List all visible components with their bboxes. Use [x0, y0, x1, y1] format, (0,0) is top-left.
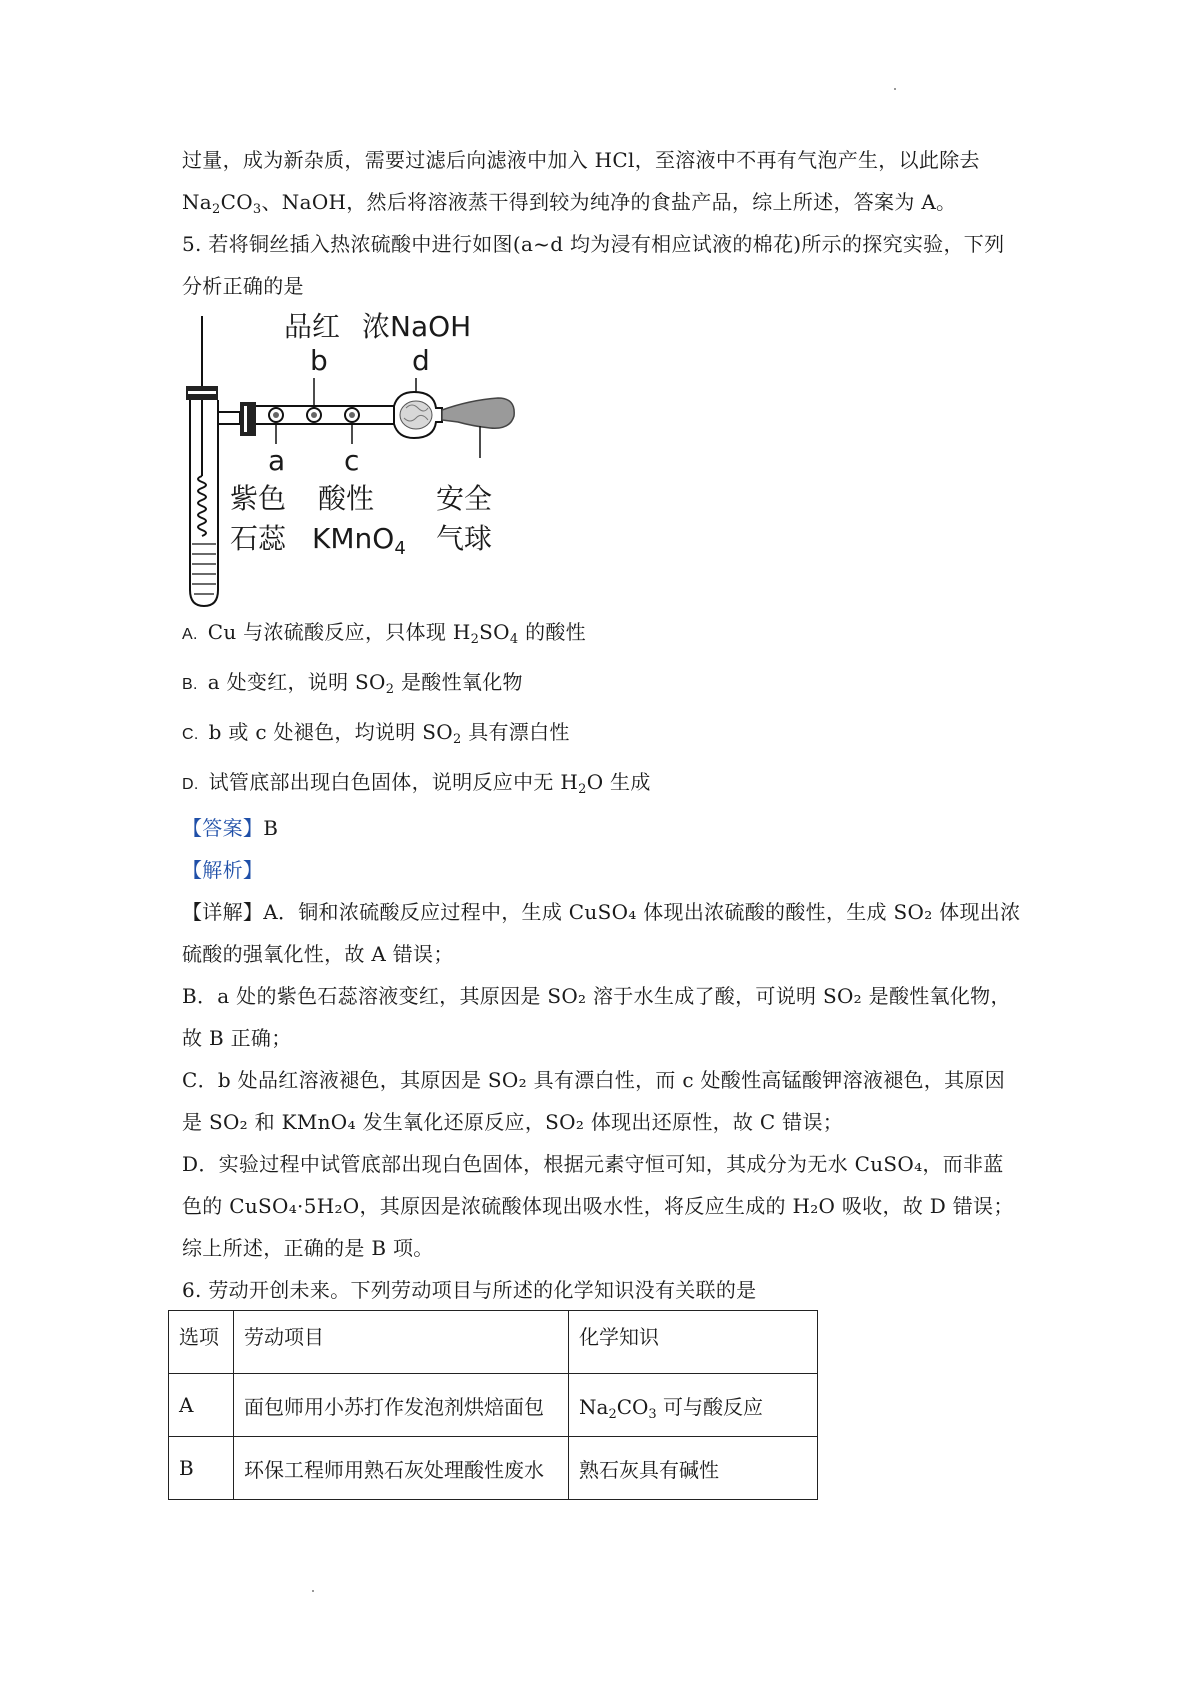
label-a-name-1: 紫色 — [230, 482, 287, 515]
safety-balloon — [442, 398, 514, 428]
detail-p5: 综上所述，正确的是 B 项。 — [182, 1236, 434, 1260]
detail-p3-l1: C．b 处品红溶液褪色，其原因是 SO₂ 具有漂白性，而 c 处酸性高锰酸钾溶液褪色，其原因 — [182, 1068, 1006, 1092]
option-b: B. a 处变红，说明 $SO_2$ 是酸性氧化物 — [182, 670, 523, 697]
detail-p3-l2: 是 SO₂ 和 KMnO₄ 发生氧化还原反应，SO₂ 体现出还原性，故 C 错误； — [182, 1110, 844, 1134]
detail-p4-l2: 色的 CuSO₄·5H₂O，其原因是浓硫酸体现出吸水性，将反应生成的 H₂O 吸收，故 D 错误； — [182, 1194, 1014, 1218]
detail-p1-l2: 硫酸的强氧化性，故 A 错误； — [182, 942, 454, 966]
label-balloon-1: 安全 — [436, 482, 493, 515]
answer-line — [182, 814, 278, 842]
q5-stem-line-1: 5. 若将铜丝插入热浓硫酸中进行如图(a~d 均为浸有相应试液的棉花)所示的探究实验，下列 — [182, 232, 1005, 256]
row-a-knowledge: $Na_2CO_3$ 可与酸反应 — [569, 1374, 818, 1437]
label-d-name: 浓NaOH — [362, 310, 472, 343]
detail-p2-l1: B．a 处的紫色石蕊溶液变红，其原因是 SO₂ 溶于水生成了酸，可说明 SO₂ 是酸性氧化物， — [182, 984, 1011, 1008]
label-b: b — [310, 344, 328, 377]
detail-p1-l1: 【详解】A．铜和浓硫酸反应过程中，生成 CuSO₄ 体现出浓硫酸的酸性，生成 SO₂ 体现出浓 — [182, 900, 1021, 924]
apparatus-diagram — [180, 308, 540, 608]
intro-line-1: 过量，成为新杂质，需要过滤后向滤液中加入 HCl，至溶液中不再有气泡产生，以此除去 — [182, 148, 980, 172]
scan-speck — [894, 88, 896, 90]
option-d: D. 试管底部出现白色固体，说明反应中无 $H_2O$ 生成 — [182, 770, 651, 797]
option-a: A. Cu 与浓硫酸反应，只体现 $H_2SO_4$ 的酸性 — [182, 620, 586, 647]
scan-speck — [312, 1590, 314, 1592]
row-a-option: A — [169, 1374, 234, 1437]
intro-line-2: $Na_2CO_3$、NaOH，然后将溶液蒸干得到较为纯净的食盐产品，综上所述，答案为 A。 — [182, 190, 957, 217]
option-c: C. b 或 c 处褪色，均说明 $SO_2$ 具有漂白性 — [182, 720, 570, 747]
row-b-item: 环保工程师用熟石灰处理酸性废水 — [234, 1437, 569, 1500]
q6-table — [168, 1310, 818, 1500]
q6-stem: 6. 劳动开创未来。下列劳动项目与所述的化学知识没有关联的是 — [182, 1278, 757, 1302]
label-b-name: 品红 — [284, 310, 341, 343]
row-b-option: B — [169, 1437, 234, 1500]
acid-liquid — [192, 544, 216, 594]
label-d: d — [412, 344, 430, 377]
label-balloon-2: 气球 — [436, 522, 493, 555]
row-b-knowledge: 熟石灰具有碱性 — [569, 1437, 818, 1500]
tube-connector — [240, 402, 256, 436]
detail-p4-l1: D．实验过程中试管底部出现白色固体，根据元素守恒可知，其成分为无水 CuSO₄，而非蓝 — [182, 1152, 1004, 1176]
label-c-name-1: 酸性 — [318, 482, 375, 515]
label-c: c — [344, 444, 360, 477]
table-row — [169, 1437, 818, 1500]
table-row — [169, 1374, 818, 1437]
label-a: a — [268, 444, 286, 477]
table-header-row — [169, 1311, 818, 1374]
answer-tag: 【答案】 — [182, 816, 264, 840]
test-tube — [190, 400, 218, 606]
detail-p2-l2: 故 B 正确； — [182, 1026, 292, 1050]
header-option: 选项 — [169, 1311, 234, 1374]
header-chem-knowledge: 化学知识 — [569, 1311, 818, 1374]
cotton-d — [400, 401, 432, 429]
row-a-item: 面包师用小苏打作发泡剂烘焙面包 — [234, 1374, 569, 1437]
label-a-name-2: 石蕊 — [230, 522, 287, 555]
analysis-tag: 【解析】 — [182, 858, 264, 882]
label-c-name-2: KMnO$_4$ — [312, 522, 406, 559]
copper-coil — [198, 476, 206, 536]
q5-stem-line-2: 分析正确的是 — [182, 274, 304, 298]
header-labor-item: 劳动项目 — [234, 1311, 569, 1374]
answer-value: B — [263, 816, 279, 840]
